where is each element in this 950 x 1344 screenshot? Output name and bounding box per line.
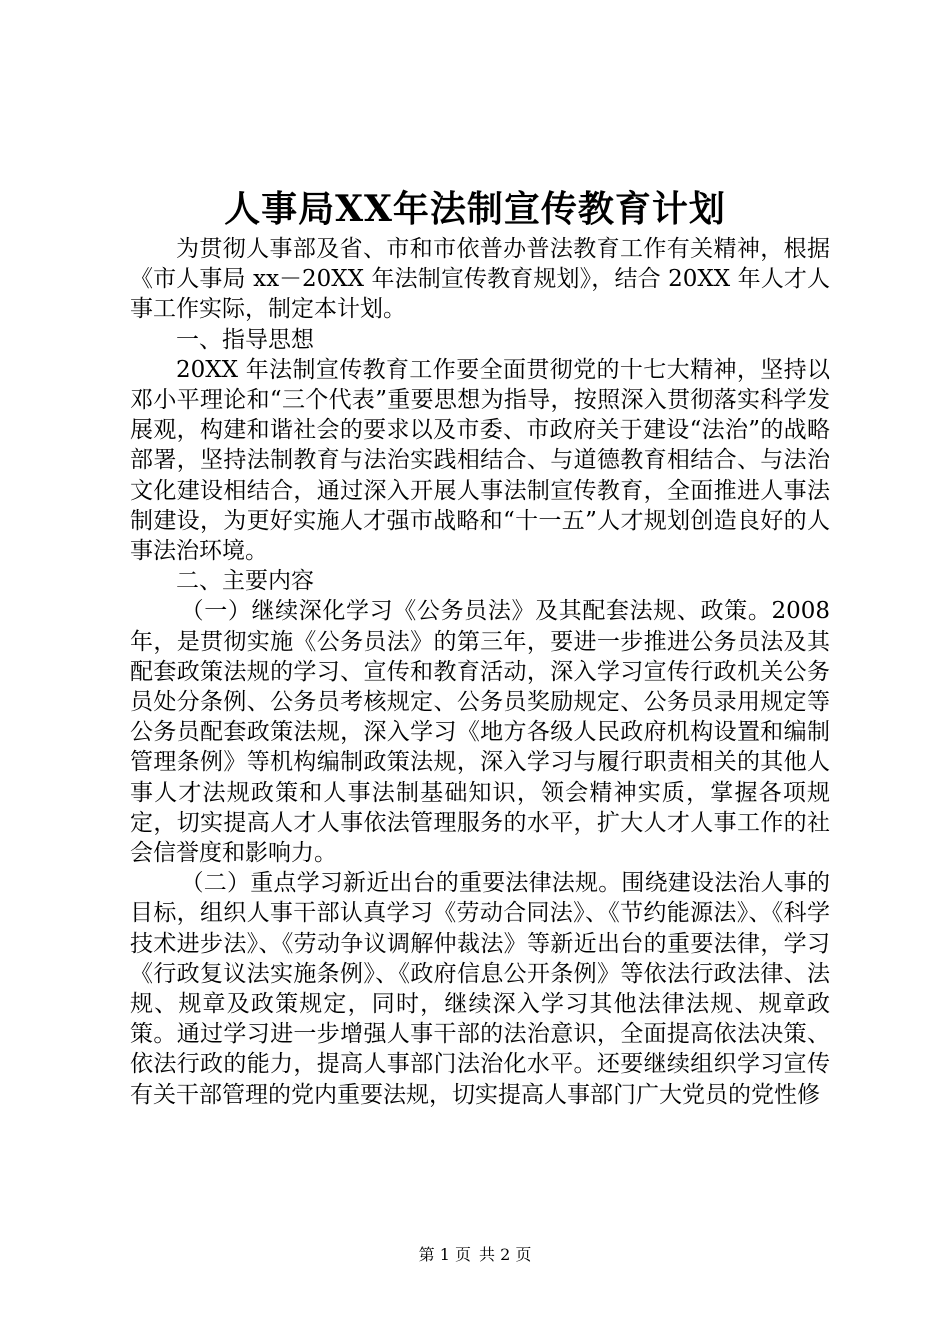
page-total: 共 2 页	[479, 1245, 532, 1264]
section-heading-guiding-ideology: 一、指导思想	[176, 326, 314, 353]
main-content-item-2: （二）重点学习新近出台的重要法律法规。围绕建设法治人事的目标，组织人事干部认真学习《劳动合同法》、《节约能源法》、《科学技术进步法》、《劳动争议调解仲裁法》等新近出台的重要法律，学习《行政复议法实施条例》、《政府信息公开条例》等依法行政法律、法规、规章及政策规定，同时，继续深入学习其他法律法规、规章政策。通过学习进一步增强人事干部的法治意识，全面提高依法决策、依法行政的能力，提高人事部门法治化水平。还要继续组织学习宣传有关干部管理的党内重要法规，切实提高人事部门广大党员的党性修	[130, 870, 830, 1108]
document-title: 人事局XX年法制宣传教育计划	[224, 188, 726, 230]
page-footer	[0, 1243, 950, 1267]
intro-paragraph: 为贯彻人事部及省、市和市依普办普法教育工作有关精神，根据《市人事局 xx－20XX 年法制宣传教育规划》，结合 20XX 年人才人事工作实际，制定本计划。	[130, 236, 830, 323]
section-heading-main-content: 二、主要内容	[176, 568, 314, 595]
page-number: 第 1 页	[418, 1245, 471, 1264]
guiding-ideology-paragraph: 20XX 年法制宣传教育工作要全面贯彻党的十七大精神，坚持以邓小平理论和“三个代表”重要思想为指导，按照深入贯彻落实科学发展观，构建和谐社会的要求以及市委、市政府关于建设“法治”的战略部署，坚持法制教育与法治实践相结合、与道德教育相结合、与法治文化建设相结合，通过深入开展人事法制宣传教育，全面推进人事法制建设，为更好实施人才强市战略和“十一五”人才规划创造良好的人事法治环境。	[130, 356, 830, 565]
main-content-item-1: （一）继续深化学习《公务员法》及其配套法规、政策。2008 年，是贯彻实施《公务员法》的第三年，要进一步推进公务员法及其配套政策法规的学习、宣传和教育活动，深入学习宣传行政机关公务员处分条例、公务员考核规定、公务员奖励规定、公务员录用规定等公务员配套政策法规，深入学习《地方各级人民政府机构设置和编制管理条例》等机构编制政策法规，深入学习与履行职责相关的其他人事人才法规政策和人事法制基础知识，领会精神实质，掌握各项规定，切实提高人才人事依法管理服务的水平，扩大人才人事工作的社会信誉度和影响力。	[130, 598, 830, 867]
document-body	[130, 234, 830, 1110]
